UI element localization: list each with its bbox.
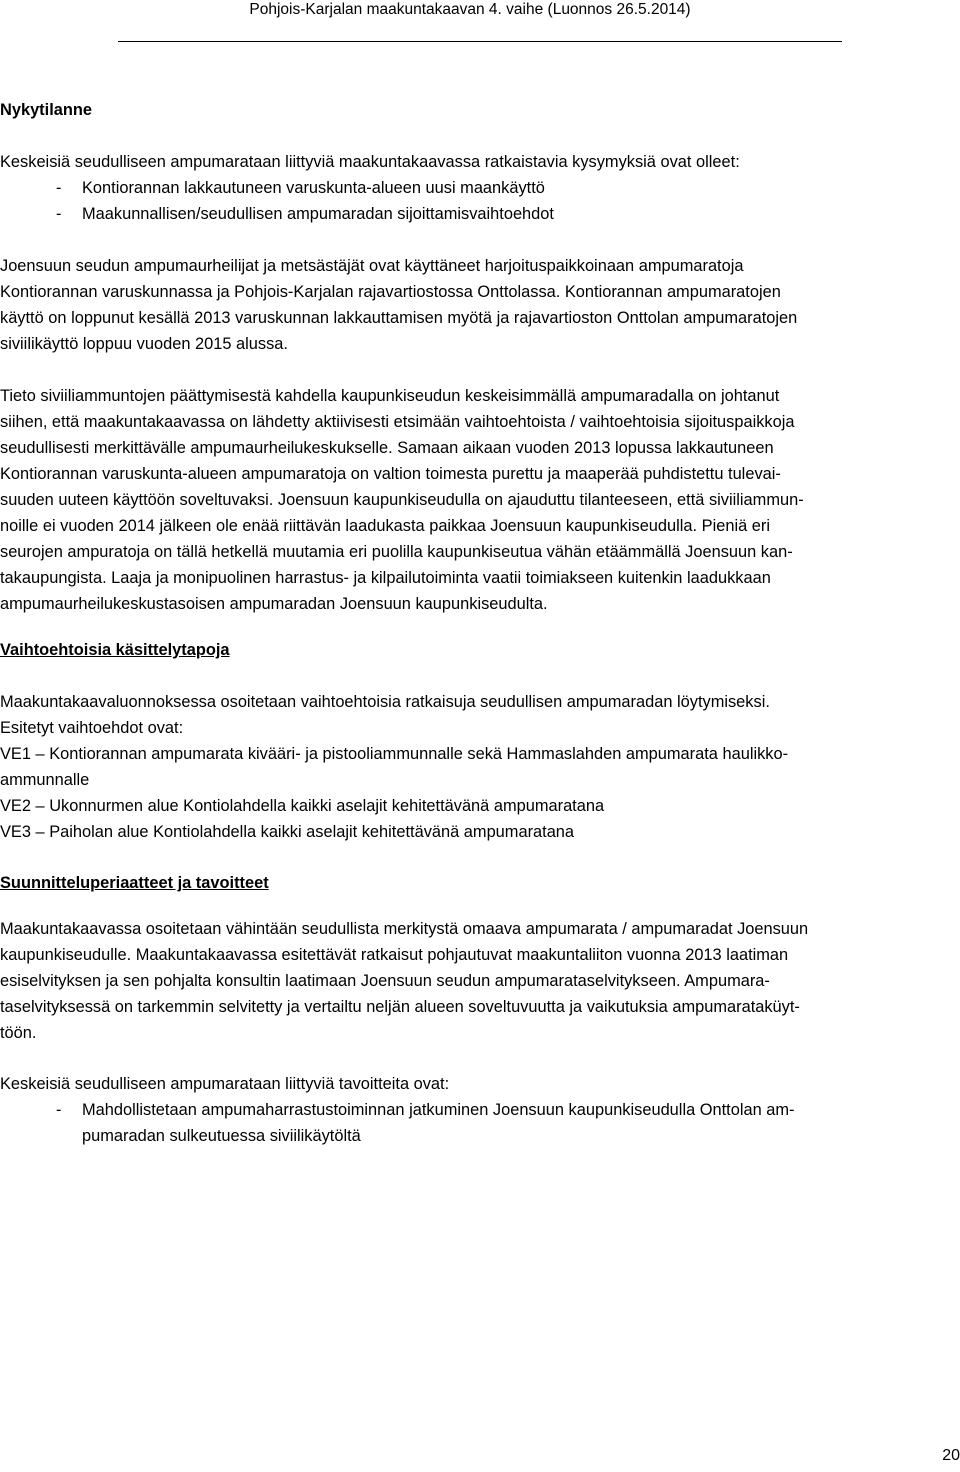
paragraph-line: suuden uuteen käyttöön soveltuvaksi. Joensuun kaupunkiseudulla on ajauduttu tilanteeseen, että siviiliammun-	[0, 491, 804, 509]
paragraph-current-use	[0, 253, 950, 357]
paragraph-line: kaupunkiseudulle. Maakuntakaavassa esitettävät ratkaisut pohjautuvat maakuntaliiton vuonna 2013 laatiman	[0, 946, 789, 964]
paragraph-principles	[0, 916, 950, 1046]
heading-current-situation: Nykytilanne	[0, 101, 93, 119]
paragraph-line: Maakuntakaavassa osoitetaan vähintään seudullista merkitystä omaava ampumarata / ampumaradat Joensuun	[0, 920, 809, 938]
paragraph-alternatives	[0, 689, 950, 845]
paragraph-line: Maakuntakaavaluonnoksessa osoitetaan vaihtoehtoisia ratkaisuja seudullisen ampumaradan löytymiseksi.	[0, 693, 770, 711]
paragraph-line: noille ei vuoden 2014 jälkeen ole enää riittävän laadukasta paikkaa Joensuun kaupunkiseudulla. Pieniä eri	[0, 517, 770, 535]
page-header-title: Pohjois-Karjalan maakuntakaavan 4. vaihe (Luonnos 26.5.2014)	[249, 1, 691, 18]
bullet-dash: -	[56, 1101, 62, 1119]
list-item	[0, 175, 950, 201]
list-item-text: Mahdollistetaan ampumaharrastustoiminnan jatkuminen Joensuun kaupunkiseudulla Onttolan am-	[82, 1101, 795, 1119]
heading-principles: Suunnitteluperiaatteet ja tavoitteet	[0, 874, 269, 892]
paragraph-line: seurojen ampuratoja on tällä hetkellä muutamia eri puolilla kaupunkiseutua vähän etäämmällä Joensuun kan-	[0, 543, 793, 561]
list-item	[0, 201, 950, 227]
paragraph-line: esiselvityksen ja sen pohjalta konsultin laatimaan Joensuun seudun ampumarataselvitykseen. Ampumara-	[0, 972, 770, 990]
list-item-continuation: pumaradan sulkeutuessa siviilikäytöltä	[82, 1127, 361, 1145]
bullet-dash: -	[56, 179, 62, 197]
paragraph-line: seudullisesti merkittävälle ampumaurheilukeskukselle. Samaan aikaan vuoden 2013 lopussa lakkautuneen	[0, 439, 774, 457]
paragraph-line: Joensuun seudun ampumaurheilijat ja metsästäjät ovat käyttäneet harjoituspaikkoinaan ampumaratoja	[0, 257, 744, 275]
paragraph-background	[0, 383, 950, 617]
page-number: 20	[942, 1447, 960, 1464]
paragraph-line: ampumaurheilukeskustasoisen ampumaradan Joensuun kaupunkiseudulta.	[0, 595, 548, 613]
paragraph-line: Esitetyt vaihtoehdot ovat:	[0, 719, 184, 737]
paragraph-line: Keskeisiä seudulliseen ampumarataan liittyviä tavoitteita ovat:	[0, 1075, 450, 1093]
paragraph-line: Kontiorannan varuskunnassa ja Pohjois-Karjalan rajavartiostossa Onttolassa. Kontiorannan ampumaratojen	[0, 283, 781, 301]
paragraph-line: taselvityksessä on tarkemmin selvitetty ja vertailtu neljän alueen soveltuvuutta ja vaikutuksia ampumarataküyt-	[0, 998, 800, 1016]
alternative-ve1: VE1 – Kontiorannan ampumarata kivääri- ja pistooliammunnalle sekä Hammaslahden ampumarata haulikko-	[0, 745, 789, 763]
paragraph-line: siviilikäyttö loppuu vuoden 2015 alussa.	[0, 335, 288, 353]
heading-alternatives: Vaihtoehtoisia käsittelytapoja	[0, 641, 230, 659]
paragraph-key-questions	[0, 149, 950, 227]
header-divider	[118, 41, 842, 42]
paragraph-line: käyttö on loppunut kesällä 2013 varuskunnan lakkauttamisen myötä ja rajavartioston Onttolan ampumaratojen	[0, 309, 798, 327]
alternative-ve3: VE3 – Paiholan alue Kontiolahdella kaikki aselajit kehitettävänä ampumaratana	[0, 823, 575, 841]
list-item	[0, 1097, 950, 1123]
alternative-ve1-cont: ammunnalle	[0, 771, 90, 789]
list-item-text: Kontiorannan lakkautuneen varuskunta-alueen uusi maankäyttö	[82, 179, 545, 197]
paragraph-goals	[0, 1071, 950, 1149]
paragraph-line: siihen, että maakuntakaavassa on lähdetty aktiivisesti etsimään vaihtoehtoista / vaihtoehtoisia sijoituspaikkoja	[0, 413, 795, 431]
paragraph-line: Tieto siviiliammuntojen päättymisestä kahdella kaupunkiseudun keskeisimmällä ampumaradalla on johtanut	[0, 387, 780, 405]
bullet-dash: -	[56, 205, 62, 223]
alternative-ve2: VE2 – Ukonnurmen alue Kontiolahdella kaikki aselajit kehitettävänä ampumaratana	[0, 797, 605, 815]
paragraph-line: Keskeisiä seudulliseen ampumarataan liittyviä maakuntakaavassa ratkaistavia kysymyksiä ovat olleet:	[0, 153, 740, 171]
paragraph-line: takaupungista. Laaja ja monipuolinen harrastus- ja kilpailutoiminta vaatii toimiakseen kuitenkin laadukkaan	[0, 569, 771, 587]
paragraph-line: töön.	[0, 1024, 37, 1042]
list-item-text: Maakunnallisen/seudullisen ampumaradan sijoittamisvaihtoehdot	[82, 205, 554, 223]
paragraph-line: Kontiorannan varuskunta-alueen ampumaratoja on valtion toimesta purettu ja maaperää puhdistettu tulevai-	[0, 465, 781, 483]
